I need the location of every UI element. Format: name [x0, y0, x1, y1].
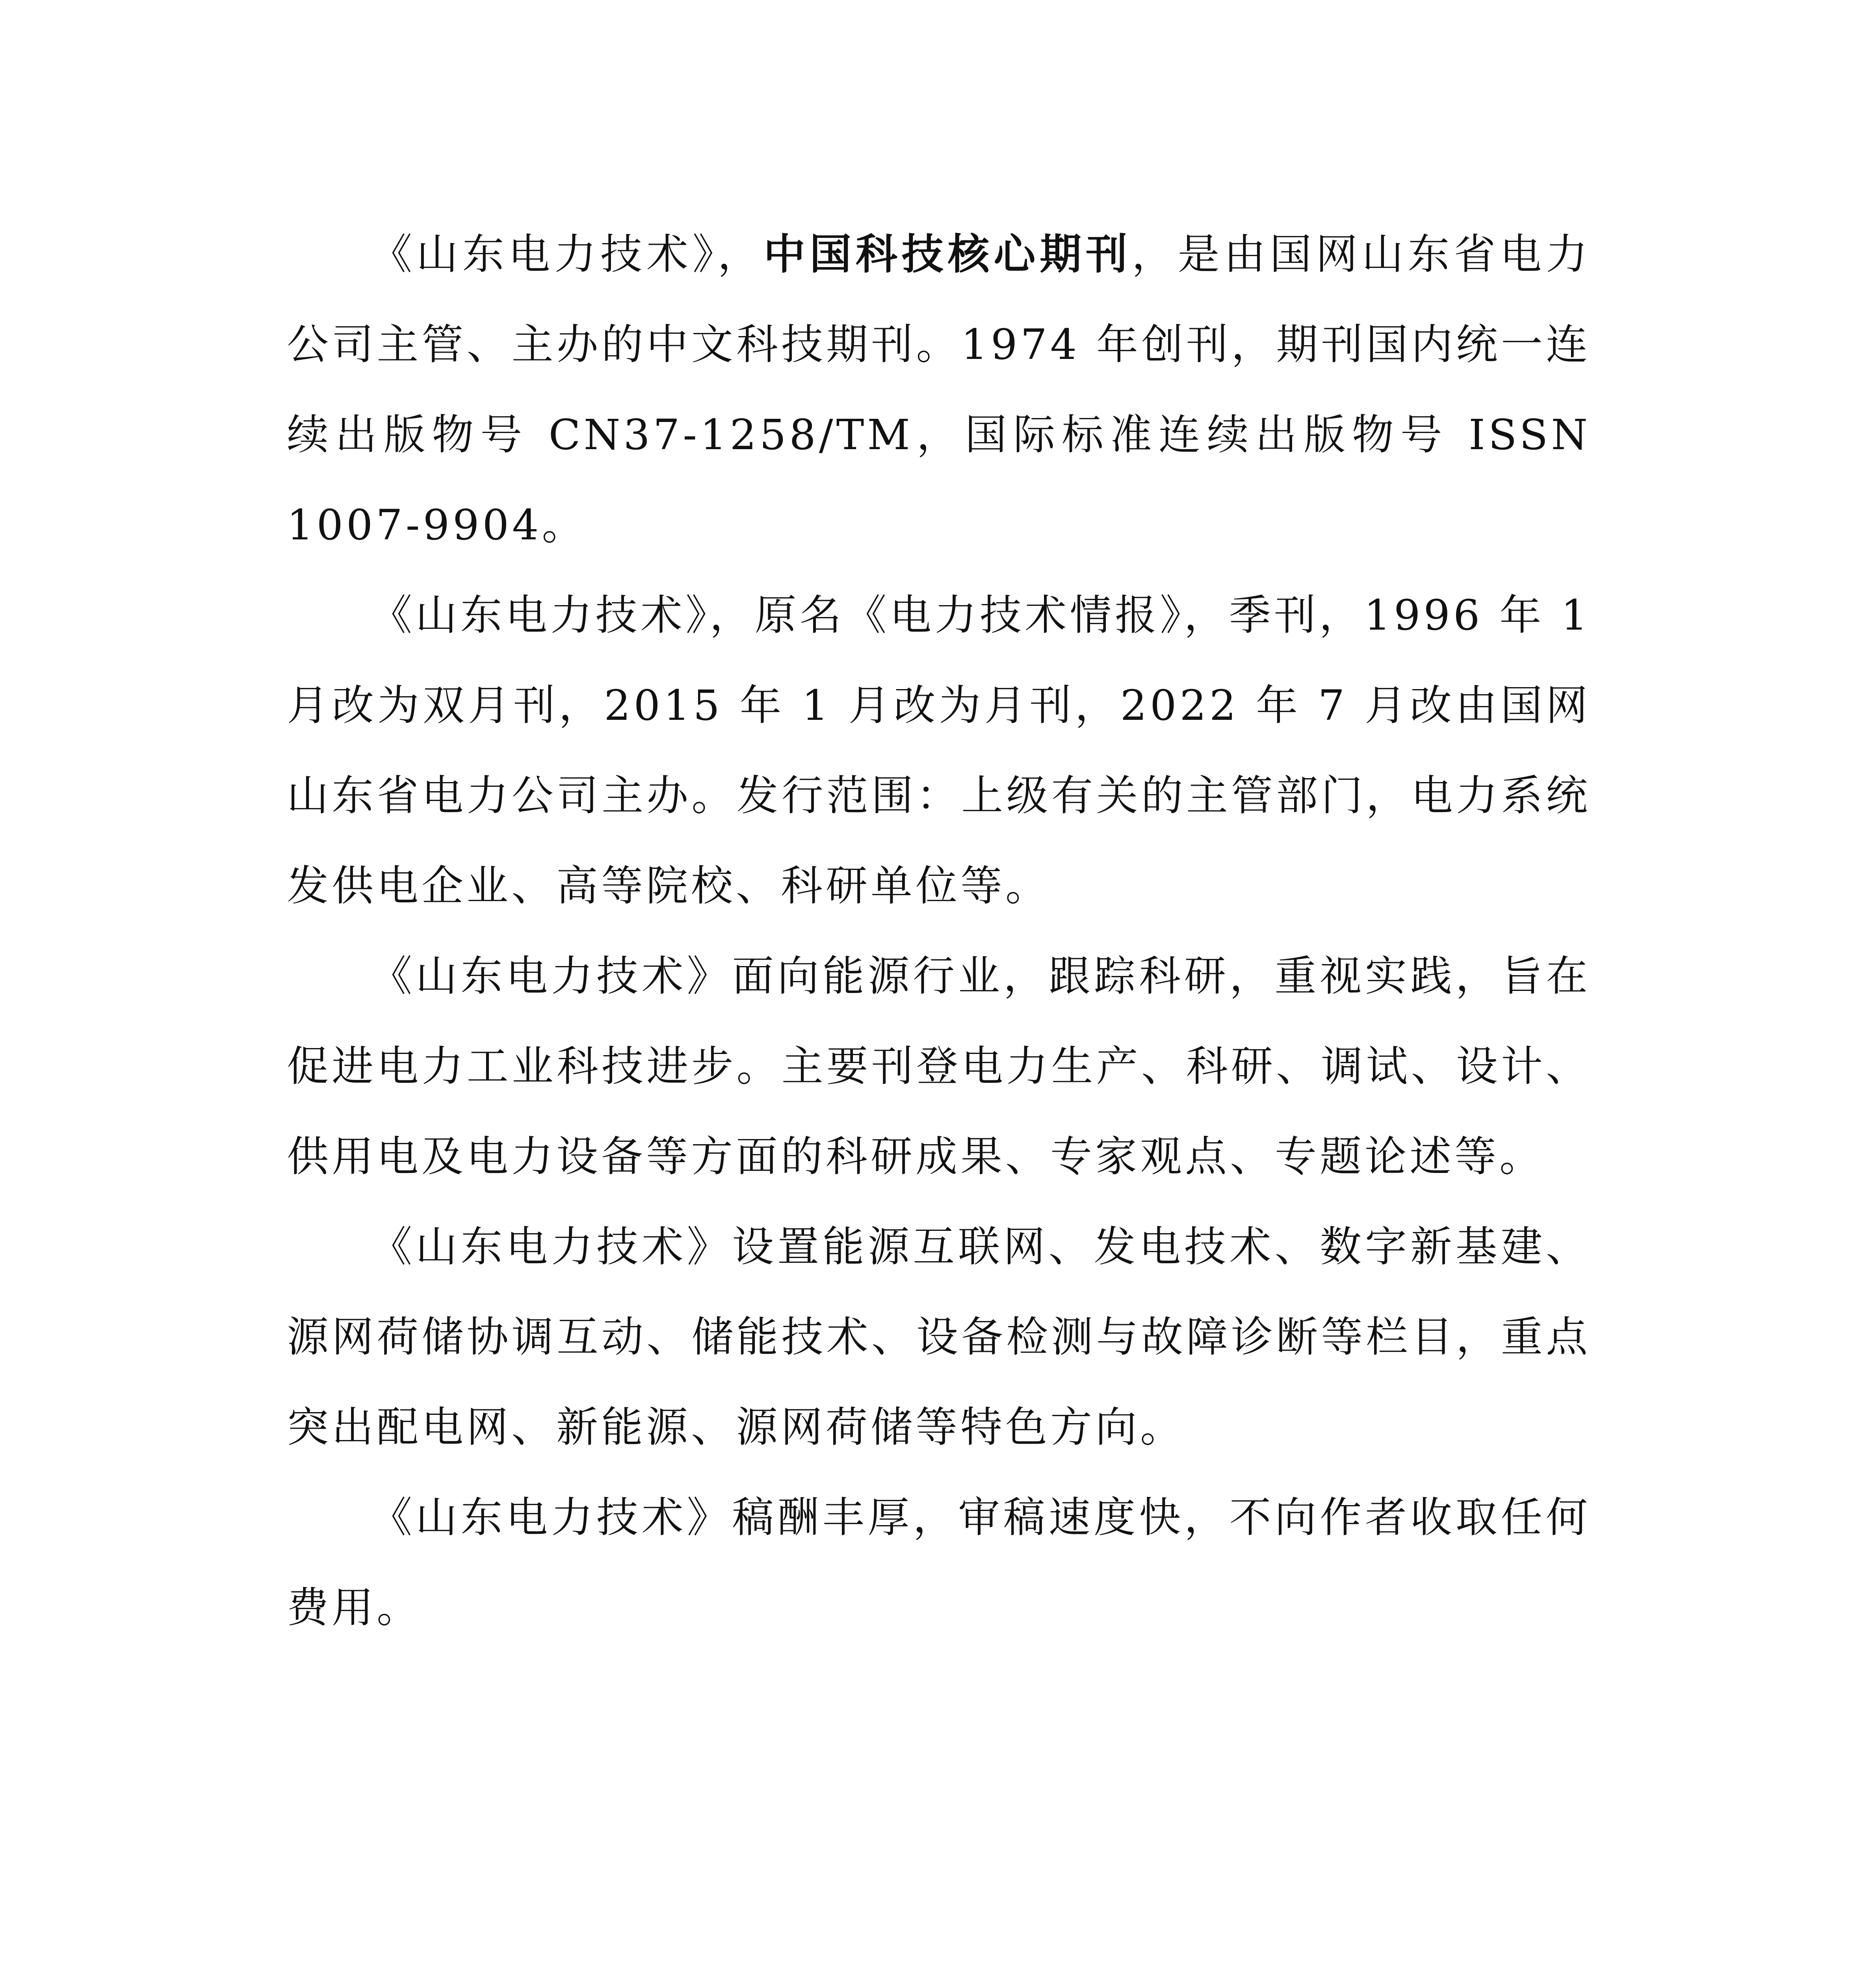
paragraph-scope: 《山东电力技术》面向能源行业，跟踪科研，重视实践，旨在促进电力工业科技进步。主要刊登电力生产、科研、调试、设计、供用电及电力设备等方面的科研成果、专家观点、专题论述等。: [287, 952, 1591, 1181]
paragraph-columns: 《山东电力技术》设置能源互联网、发电技术、数字新基建、源网荷储协调互动、储能技术、设备检测与故障诊断等栏目，重点突出配电网、新能源、源网荷储等特色方向。: [287, 1223, 1591, 1451]
document-body: [287, 209, 1591, 1653]
paragraph-intro-lead: 《山东电力技术》，: [370, 230, 764, 279]
paragraph-intro: [287, 209, 1591, 570]
core-journal-highlight: 中国科技核心期刊: [763, 229, 1132, 279]
paragraph-history: 《山东电力技术》，原名《电力技术情报》，季刊，1996 年 1 月改为双月刊，2015 年 1 月改为月刊，2022 年 7 月改由国网山东省电力公司主办。发行范围：上级有关的主管部门，电力系统发供电企业、高等院校、科研单位等。: [287, 591, 1591, 910]
paragraph-intro-rest: ，是由国网山东省电力公司主管、主办的中文科技期刊。1974 年创刊，期刊国内统一连续出版物号 CN37-1258/TM，国际标准连续出版物号 ISSN 1007-9904。: [287, 230, 1591, 549]
paragraph-remuneration: 《山东电力技术》稿酬丰厚，审稿速度快，不向作者收取任何费用。: [287, 1493, 1591, 1632]
